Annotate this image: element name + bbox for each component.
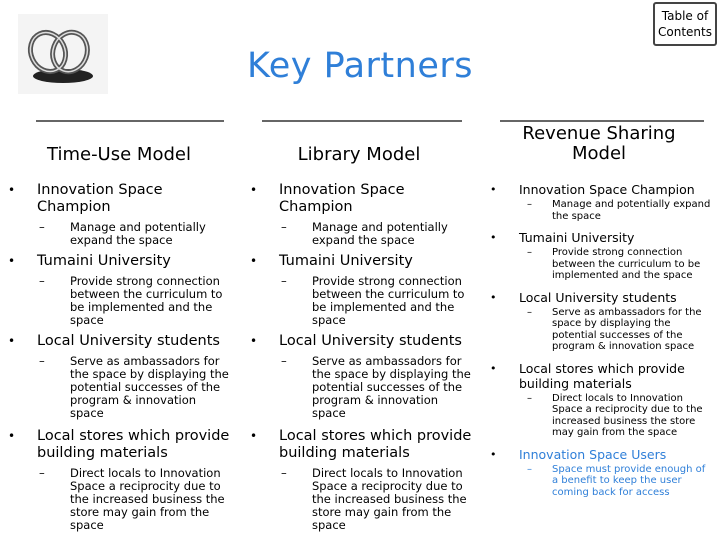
item-subtext: Space must provide enough of a benefit to keep the user coming back for access: [552, 463, 706, 498]
item-text: Local University students: [279, 333, 462, 349]
list-item: [490, 182, 712, 222]
list-item: [250, 182, 472, 247]
partner-list: [8, 182, 230, 532]
dash-icon: –: [527, 247, 532, 258]
dash-icon: –: [39, 220, 45, 234]
dash-icon: –: [527, 306, 532, 318]
column-rule: [262, 120, 462, 122]
column-heading: Revenue Sharing Model: [522, 123, 676, 164]
dash-icon: –: [39, 354, 45, 368]
item-text: Innovation Space Champion: [37, 182, 163, 215]
item-text: Tumaini University: [37, 253, 171, 269]
item-text: Tumaini University: [279, 253, 413, 269]
page-title: Key Partners: [246, 46, 473, 86]
item-subtext: Direct locals to Innovation Space a reciprocity due to the increased business the store may gain from the space: [312, 466, 467, 532]
bullet-icon: •: [490, 183, 497, 196]
item-text: Local University students: [37, 333, 220, 349]
bullet-icon: •: [250, 429, 258, 443]
dash-icon: –: [527, 392, 532, 404]
bullet-icon: •: [8, 254, 16, 268]
item-subtext: Manage and potentially expand the space: [312, 220, 448, 247]
bullet-icon: •: [8, 183, 16, 197]
item-text: Innovation Space Users: [519, 446, 667, 462]
bullet-icon: •: [490, 447, 497, 461]
bullet-icon: •: [250, 254, 258, 268]
list-item: [250, 428, 472, 532]
dash-icon: –: [281, 466, 287, 480]
item-text: Local stores which provide building materials: [37, 428, 230, 461]
column-rule: [36, 120, 224, 122]
item-subtext: Direct locals to Innovation Space a reciprocity due to the increased business the store may gain from the space: [552, 392, 703, 438]
dash-icon: –: [527, 199, 532, 210]
bullet-icon: •: [8, 429, 16, 443]
dash-icon: –: [39, 466, 45, 480]
item-subtext: Serve as ambassadors for the space by displaying the potential successes of the program & innovation space: [312, 354, 471, 420]
bullet-icon: •: [8, 334, 16, 348]
item-text: Local stores which provide building materials: [279, 428, 472, 461]
item-subtext: Manage and potentially expand the space: [552, 199, 711, 222]
list-item: [8, 182, 230, 247]
item-text: Tumaini University: [519, 230, 635, 245]
list-item: [490, 290, 712, 353]
list-item: [250, 253, 472, 327]
item-text: Local University students: [519, 289, 677, 305]
column-rule: [500, 120, 704, 122]
list-item: [490, 447, 712, 499]
bullet-icon: •: [250, 183, 258, 197]
list-item: [490, 361, 712, 439]
dash-icon: –: [527, 463, 532, 475]
item-subtext: Manage and potentially expand the space: [70, 220, 206, 247]
partner-list: [250, 182, 472, 532]
list-item: [490, 230, 712, 282]
dash-icon: –: [281, 274, 287, 288]
dash-icon: –: [281, 220, 287, 234]
item-subtext: Serve as ambassadors for the space by displaying the potential successes of the program & innovation space: [70, 354, 229, 420]
list-item: [8, 333, 230, 420]
column-heading: Library Model: [297, 144, 421, 165]
list-item: [8, 253, 230, 327]
dash-icon: –: [39, 274, 45, 288]
column-heading: Time-Use Model: [47, 144, 191, 165]
item-text: Innovation Space Champion: [279, 182, 405, 215]
item-subtext: Provide strong connection between the curriculum to be implemented and the space: [70, 274, 223, 327]
bullet-icon: •: [490, 290, 497, 304]
item-subtext: Provide strong connection between the curriculum to be implemented and the space: [552, 247, 701, 281]
item-subtext: Provide strong connection between the curriculum to be implemented and the space: [312, 274, 465, 327]
bullet-icon: •: [250, 334, 258, 348]
dash-icon: –: [281, 354, 287, 368]
list-item: [8, 428, 230, 532]
bullet-icon: •: [490, 231, 497, 244]
table-of-contents-button[interactable]: [653, 2, 717, 46]
item-text: Local stores which provide building materials: [519, 360, 685, 391]
item-subtext: Serve as ambassadors for the space by displaying the potential successes of the program & innovation space: [552, 306, 702, 352]
item-text: Innovation Space Champion: [519, 182, 695, 197]
item-subtext: Direct locals to Innovation Space a reciprocity due to the increased business the store may gain from the space: [70, 466, 225, 532]
partner-list: [490, 182, 712, 498]
bullet-icon: •: [490, 361, 497, 375]
table-of-contents-label: Table of Contents: [658, 9, 712, 39]
list-item: [250, 333, 472, 420]
